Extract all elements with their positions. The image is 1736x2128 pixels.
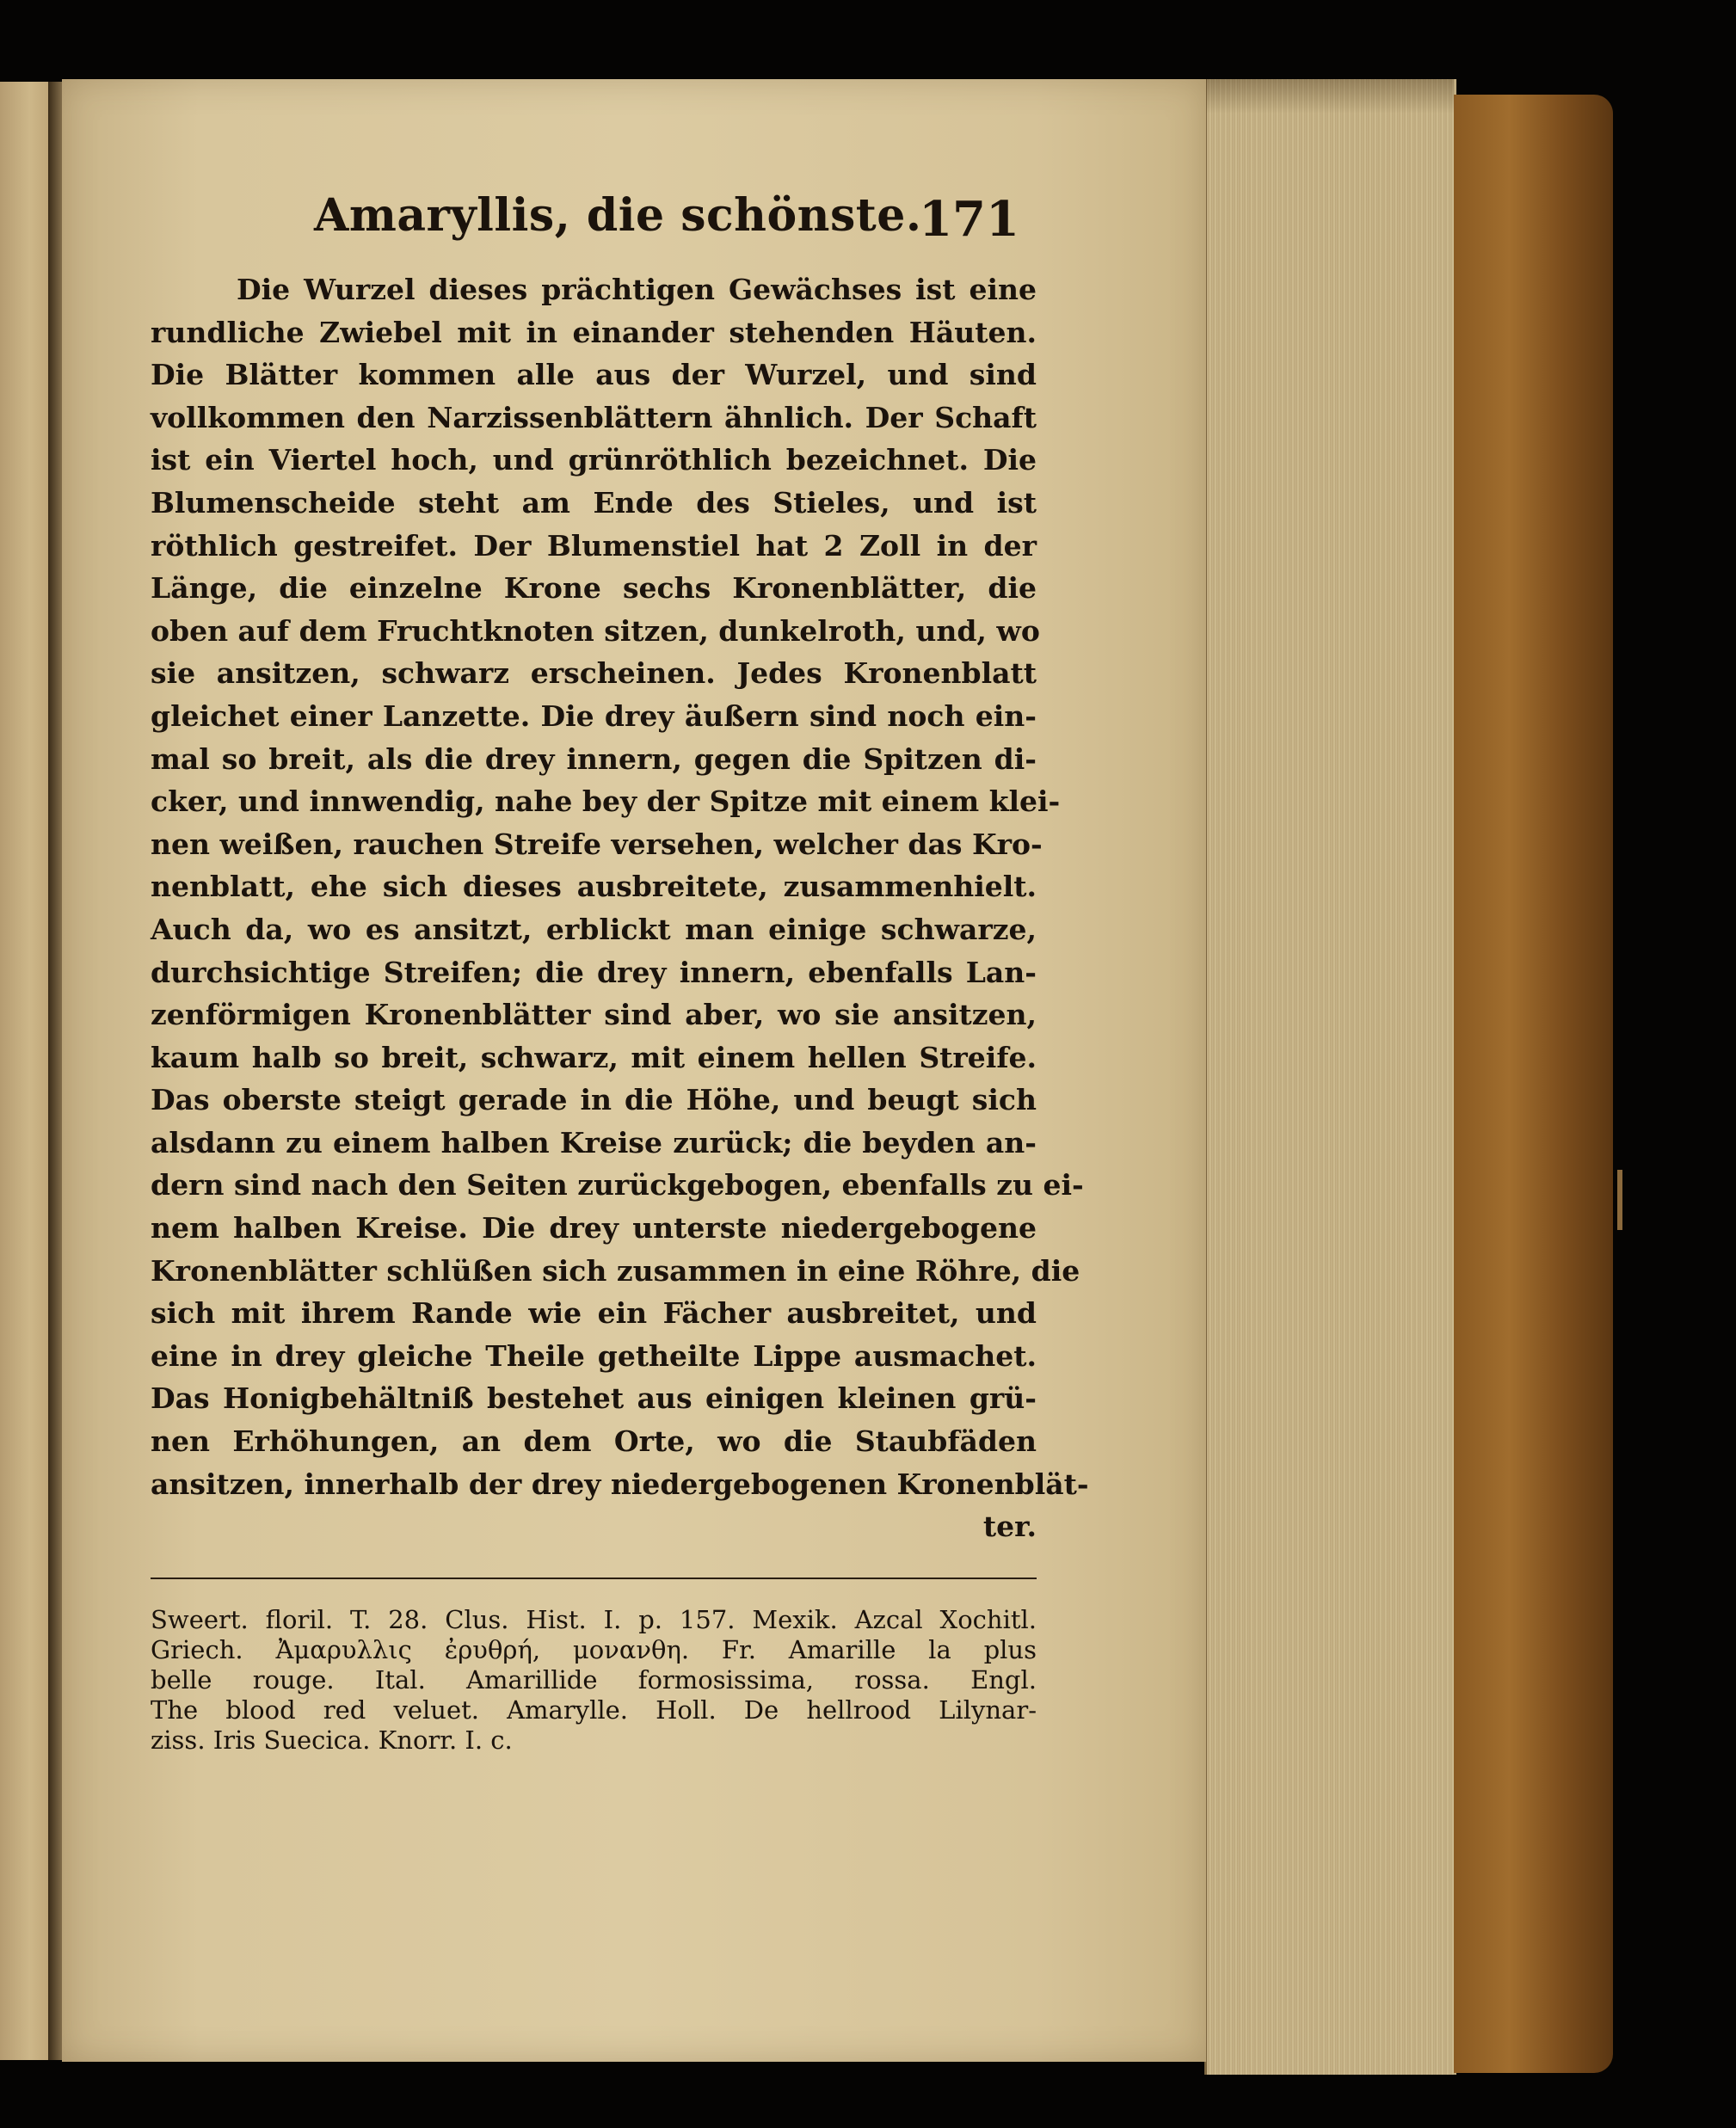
facing-page-edge (0, 82, 52, 2060)
footnote-line: The blood red veluet. Amarylle. Holl. De hellrood Lilynar- (151, 1694, 1037, 1725)
body-line: Die Wurzel dieses prächtigen Gewächses ist eine (237, 273, 1037, 306)
body-line: sie ansitzen, schwarz erscheinen. Jedes Kronenblatt (151, 656, 1037, 691)
running-head (151, 189, 1037, 258)
body-line: Auch da, wo es ansitzt, erblickt man einige schwarze, (151, 912, 1037, 946)
body-line: ist ein Viertel hoch, und grünröthlich bezeichnet. Die (151, 443, 1037, 477)
body-line: gleichet einer Lanzette. Die drey äußern sind noch ein- (151, 698, 1037, 733)
cover-mark (1617, 1170, 1622, 1230)
body-line: Kronenblätter schlüßen sich zusammen in eine Röhre, die (151, 1253, 1080, 1288)
body-line: sich mit ihrem Rande wie ein Fächer ausbreitet, und (151, 1296, 1037, 1331)
body-line: Das oberste steigt gerade in die Höhe, und beugt sich (151, 1083, 1037, 1117)
body-text (151, 268, 1089, 1548)
body-line: nenblatt, ehe sich dieses ausbreitete, zusammenhielt. (151, 870, 1037, 904)
body-line: oben auf dem Fruchtknoten sitzen, dunkelroth, und, wo (151, 613, 1040, 648)
body-line: vollkommen den Narzissenblättern ähnlich. Der Schaft (151, 400, 1037, 434)
body-line: Die Blätter kommen alle aus der Wurzel, und sind (151, 358, 1037, 392)
body-line: rundliche Zwiebel mit in einander stehenden Häuten. (151, 315, 1037, 349)
body-line: ansitzen, innerhalb der drey niedergebogenen Kronenblät- (151, 1467, 1089, 1501)
body-line: durchsichtige Streifen; die drey innern, ebenfalls Lan- (151, 955, 1037, 989)
body-line: mal so breit, als die drey innern, gegen die Spitzen di- (151, 741, 1037, 776)
body-line: Das Honigbehältniß bestehet aus einigen kleinen grü- (151, 1381, 1037, 1416)
running-title: Amaryllis, die schönste. (314, 189, 922, 242)
body-line: Blumenscheide steht am Ende des Stieles, und ist (151, 485, 1037, 520)
footnote-line: Griech. Ἀμαρυλλις ἐρυθρή, μονανθη. Fr. Amarille la plus (151, 1634, 1037, 1664)
body-line: nem halben Kreise. Die drey unterste niedergebogene (151, 1211, 1037, 1245)
body-line: kaum halb so breit, schwarz, mit einem hellen Streife. (151, 1040, 1037, 1074)
footnote-line: Sweert. floril. T. 28. Clus. Hist. I. p. 157. Mexik. Azcal Xochitl. (151, 1604, 1037, 1634)
body-line: ter. (982, 1510, 1037, 1544)
page-edges-shadow (1204, 79, 1454, 114)
footnote-line: ziss. Iris Suecica. Knorr. I. c. (151, 1725, 513, 1755)
body-line: dern sind nach den Seiten zurückgebogen, ebenfalls zu ei- (151, 1168, 1084, 1202)
body-line: röthlich gestreifet. Der Blumenstiel hat 2 Zoll in der (151, 528, 1037, 563)
page-edges (1204, 79, 1456, 2075)
body-line: alsdann zu einem halben Kreise zurück; die beyden an- (151, 1125, 1037, 1159)
leather-cover (1454, 95, 1613, 2073)
footnote-rule (151, 1578, 1037, 1579)
body-line: eine in drey gleiche Theile getheilte Lippe ausmachet. (151, 1338, 1037, 1373)
footnote-line: belle rouge. Ital. Amarillide formosissima, rossa. Engl. (151, 1664, 1037, 1694)
body-line: Länge, die einzelne Krone sechs Kronenblätter, die (151, 571, 1037, 606)
page-number: 171 (919, 191, 1019, 248)
footnote (151, 1605, 1037, 1756)
body-line: cker, und innwendig, nahe bey der Spitze mit einem klei- (151, 784, 1061, 819)
body-line: nen Erhöhungen, an dem Orte, wo die Staubfäden (151, 1424, 1037, 1459)
body-line: zenförmigen Kronenblätter sind aber, wo sie ansitzen, (151, 998, 1037, 1032)
page-text (151, 189, 1089, 1756)
body-line: nen weißen, rauchen Streife versehen, welcher das Kro- (151, 827, 1043, 861)
